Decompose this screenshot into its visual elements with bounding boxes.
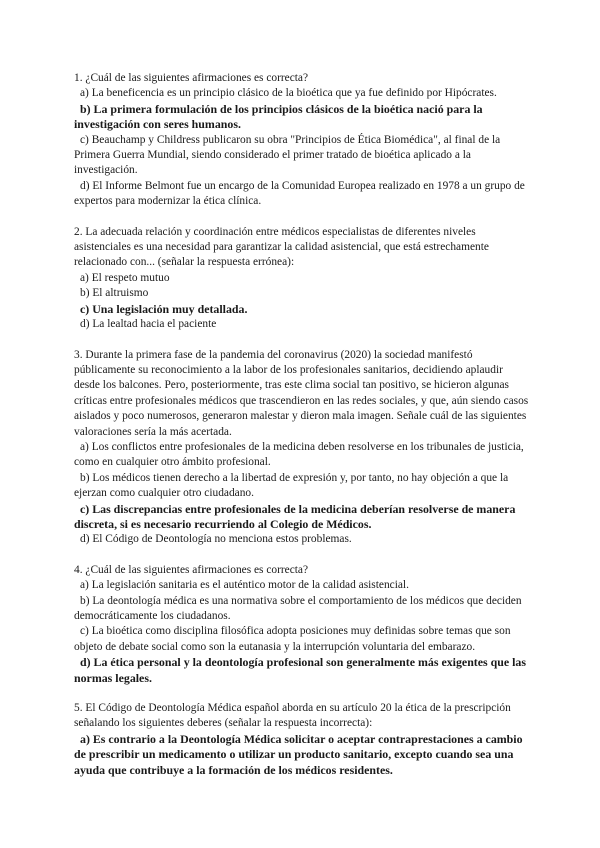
answer-option-a: a) La beneficencia es un principio clásico de la bioética que ya fue definido por Hipócrates. — [80, 87, 497, 100]
question-stem: 4. ¿Cuál de las siguientes afirmaciones es correcta? — [74, 563, 309, 576]
answer-option-b: b) El altruismo — [80, 287, 149, 300]
answer-option-b: b) Los médicos tienen derecho a la libertad de expresión y, por tanto, no hay objeción a que la ejerzan como cualquier otro ciudadano. — [74, 471, 509, 500]
question-4 — [74, 563, 530, 686]
question-stem: 1. ¿Cuál de las siguientes afirmaciones es correcta? — [74, 72, 309, 84]
question-2 — [74, 225, 530, 333]
answer-option-b-correct: b) La primera formulación de los principios clásicos de la bioética nació para la investigación con seres humanos. — [74, 101, 483, 132]
answer-option-b: b) La deontología médica es una normativa sobre el comportamiento de los médicos que deciden democráticamente los ciudadanos. — [74, 594, 522, 622]
question-stem: 2. La adecuada relación y coordinación entre médicos especialistas de diferentes niveles asistenciales es una necesidad para garantizar la calidad asistencial, que está estrechamente relacionado con... (señalar la respuesta errónea): — [74, 225, 489, 269]
answer-option-a: a) La legislación sanitaria es el auténtico motor de la calidad asistencial. — [80, 579, 409, 592]
answer-option-a: a) El respeto mutuo — [80, 271, 170, 284]
answer-option-c-correct: c) Una legislación muy detallada. — [80, 301, 248, 316]
question-1 — [74, 71, 530, 210]
question-3 — [74, 348, 530, 548]
document-page — [74, 71, 530, 793]
question-stem: 3. Durante la primera fase de la pandemia del coronavirus (2020) la sociedad manifestó públicamente su reconocimiento a la labor de los profesionales sanitarios, decidiendo aplaudir desde los balcones. Pero, posteriormente, tras este clima social tan positivo, se hicieron algunas críticas entre profesionales médicos que trascendieron en las redes sociales, y que, aún siendo casos aislados y poco numerosos, generaron malestar y dieron mala imagen. Señale cuál de las siguientes valoraciones sería la más acertada. — [74, 348, 529, 438]
answer-option-a: a) Los conflictos entre profesionales de la medicina deben resolverse en los tribunales de justicia, como en cualquier otro ámbito profesional. — [74, 440, 524, 469]
answer-option-d-correct: d) La ética personal y la deontología profesional son generalmente más exigentes que las normas legales. — [74, 655, 526, 685]
answer-option-d: d) La lealtad hacia el paciente — [80, 318, 217, 331]
answer-option-a-correct: a) Es contrario a la Deontología Médica solicitar o aceptar contraprestaciones a cambio de prescribir un medicamento o utilizar un producto sanitario, excepto cuando sea una ayuda que contribuye a la formación de los médicos residentes. — [74, 731, 523, 777]
question-5 — [74, 701, 530, 778]
question-stem: 5. El Código de Deontología Médica español aborda en su artículo 20 la ética de la prescripción señalando los siguientes deberes (señalar la respuesta incorrecta): — [74, 702, 511, 730]
answer-option-d: d) El Código de Deontología no menciona estos problemas. — [80, 533, 352, 546]
answer-option-c: c) Beauchamp y Childress publicaron su obra "Principios de Ética Biomédica", al final de la Primera Guerra Mundial, siendo considerado el primer tratado de bioética aplicado a la investigación. — [74, 133, 501, 177]
answer-option-c-correct: c) Las discrepancias entre profesionales de la medicina deberían resolverse de manera discreta, si es necesario recurriendo al Colegio de Médicos. — [74, 501, 516, 531]
answer-option-d: d) El Informe Belmont fue un encargo de la Comunidad Europea realizado en 1978 a un grupo de expertos para modernizar la ética clínica. — [74, 179, 525, 208]
answer-option-c: c) La bioética como disciplina filosófica adopta posiciones muy definidas sobre temas que son objeto de debate social como son la eutanasia y la interrupción voluntaria del embarazo. — [74, 625, 511, 653]
